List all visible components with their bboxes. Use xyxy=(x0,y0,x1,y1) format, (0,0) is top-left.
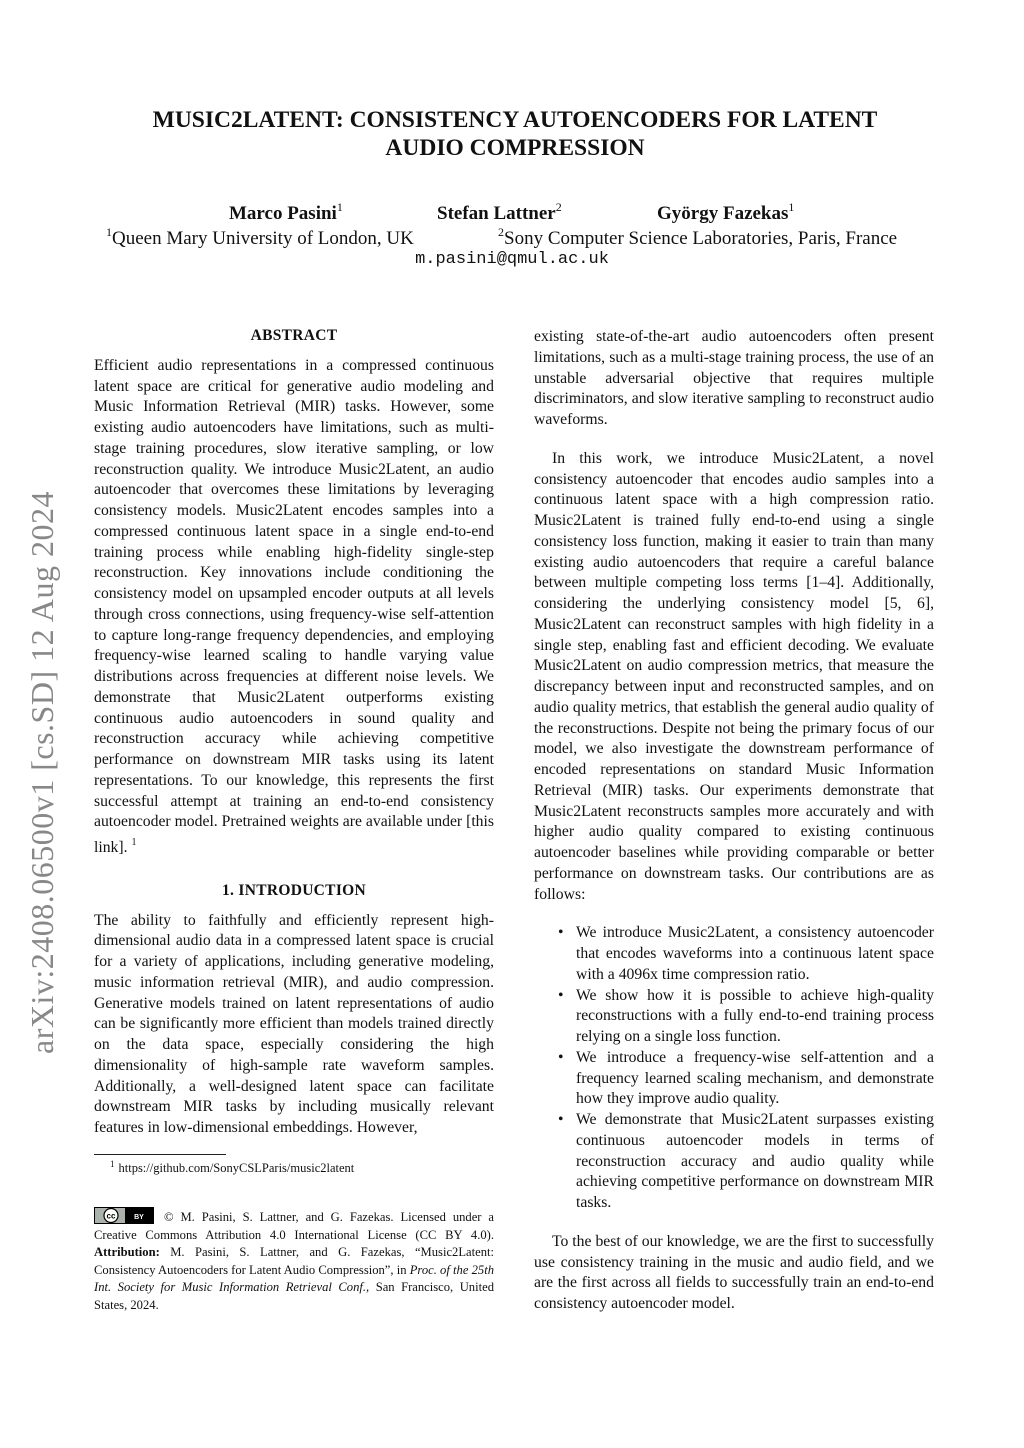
list-item: • We show how it is possible to achieve high-quality reconstructions with a fully end-to-end training process relying on a single loss function. xyxy=(558,986,934,1045)
intro-paragraph-1-continued: existing state-of-the-art audio autoencoders often present limitations, such as a multi-stage training process, the use of an unstable adversarial objective that requires multiple discriminators, and slow iterative sampling to reconstruct audio waveforms. xyxy=(534,328,934,428)
bullet-icon: • xyxy=(558,1111,564,1128)
abstract-text: Efficient audio representations in a compressed continuous latent space are critical for generative audio modeling and Music Information Retrieval (MIR) tasks. However, some existing audio autoencoders have limitations, such as multi-stage training procedures, slow iterative sampling, or low reconstruction quality. We introduce Music2Latent, an audio autoencoder that overcomes these limitations by leveraging consistency models. Music2Latent encodes samples into a compressed continuous latent space in a single end-to-end training process while enabling high-fidelity single-step reconstruction. Key innovations include conditioning the consistency model on upsampled encoder outputs at all levels through cross connections, using frequency-wise self-attention to capture long-range frequency dependencies, and employing frequency-wise learned scaling to handle varying value distributions across frequencies at different noise levels. We demonstrate that Music2Latent outperforms existing continuous audio autoencoders in sound quality and reconstruction accuracy while achieving competitive performance on downstream MIR tasks using its latent representations. To our knowledge, this represents the first successful attempt at training an end-to-end consistency autoencoder model. Pretrained weights are available under [this link]. $^1$ xyxy=(94,356,494,856)
bullet-icon: • xyxy=(558,1048,564,1066)
author-name: Stefan Lattner$^2$ xyxy=(437,200,562,224)
footnote-divider xyxy=(94,1154,226,1155)
cc-by-license-icon xyxy=(94,1207,154,1224)
author-list xyxy=(0,200,1024,224)
list-item: • We demonstrate that Music2Latent surpasses existing continuous autoencoder models in terms of reconstruction accuracy and audio quality while achieving competitive performance on downstream MIR tasks. xyxy=(558,1111,934,1211)
paper-title xyxy=(110,106,920,162)
intro-paragraph-3: To the best of our knowledge, we are the first to successfully use consistency training in the music and audio field, and we are the first across all fields to successfully train an end-to-end consistency autoencoder model. xyxy=(534,1232,934,1312)
affiliation-list xyxy=(0,225,1024,249)
footnote-marker: 1 xyxy=(131,837,137,848)
contributions-list xyxy=(534,923,934,1214)
intro-paragraph-2: In this work, we introduce Music2Latent, a novel consistency autoencoder that encodes audio samples into a continuous latent space with a high compression ratio. Music2Latent is trained fully end-to-end using a single consistency loss function, making it easier to train than many existing audio autoencoders that require a careful balance between multiple competing loss terms [1–4]. Additionally, considering the underlying consistency model [5, 6], Music2Latent can reconstruct samples with high fidelity in a single step, enabling fast and efficient decoding. We evaluate Music2Latent on audio compression metrics, that measure the discrepancy between input and reconstructed samples, and on audio quality metrics, that establish the general audio quality of the reconstructions. Despite not being the primary focus of our model, we also investigate the downstream performance of encoded representations on standard Music Information Retrieval (MIR) tasks. Our experiments demonstrate that Music2Latent reconstructs samples more accurately and with higher audio quality compared to existing continuous autoencoder baselines while providing comparable or better performance on downstream tasks. Our contributions are as follows: xyxy=(534,449,934,903)
svg-text:BY: BY xyxy=(134,1214,144,1221)
list-item: • We introduce a frequency-wise self-attention and a frequency learned scaling mechanism, and demonstrate how they improve audio quality. xyxy=(558,1048,934,1108)
contact-email[interactable]: m.pasini@qmul.ac.uk xyxy=(415,250,609,269)
list-item: • We introduce Music2Latent, a consistency autoencoder that encodes waveforms into a continuous latent space with a 4096x time compression ratio. xyxy=(558,924,934,983)
bullet-icon: • xyxy=(558,986,564,1004)
abstract-heading: ABSTRACT xyxy=(250,327,338,344)
title-line-2: AUDIO COMPRESSION xyxy=(385,135,645,161)
right-column xyxy=(534,327,934,1315)
introduction-heading: 1. INTRODUCTION xyxy=(221,881,366,899)
left-column xyxy=(94,326,494,1139)
affiliation: $^2$Sony Computer Science Laboratories, Paris, France xyxy=(498,225,898,249)
affiliation: $^1$Queen Mary University of London, UK xyxy=(106,225,414,249)
footnote: $^1$ https://github.com/SonyCSLParis/music2latent xyxy=(110,1159,355,1175)
footnote-link[interactable]: https://github.com/SonyCSLParis/music2latent xyxy=(118,1161,355,1175)
title-line-1: MUSIC2LATENT: CONSISTENCY AUTOENCODERS FOR LATENT xyxy=(152,107,878,133)
intro-paragraph-1: The ability to faithfully and efficiently represent high-dimensional audio data in a compressed latent space is crucial for a variety of applications, including generative modeling, music information retrieval (MIR), and audio compression. Generative models trained on latent representations of audio can be significantly more efficient than models trained directly on the data space, especially considering the high dimensionality of high-sample rate waveform samples. Additionally, a well-designed latent space can facilitate downstream MIR tasks by including musically relevant features in low-dimensional embeddings. However, xyxy=(94,911,494,1136)
arxiv-identifier-stamp: arXiv:2408.06500v1 [cs.SD] 12 Aug 2024 xyxy=(24,491,60,1054)
author-name: Marco Pasini$^1$ xyxy=(229,200,343,224)
bullet-icon: • xyxy=(558,924,564,942)
svg-text:cc: cc xyxy=(106,1211,116,1221)
author-name: György Fazekas$^1$ xyxy=(657,200,795,224)
license-notice: cc BY © M. Pasini, S. Lattner, and G. Fazekas. Licensed under a Creative Commons Attribution 4.0 International License (CC BY 4.0). Attribution: M. Pasini, S. Lattner, and G. Fazekas, “Music2Latent: Consistency Autoencoders for Latent Audio Compression”, in Proc. of the 25th Int. Society for Music Information Retrieval Conf., San Francisco, United States, 2024. xyxy=(94,1207,494,1315)
